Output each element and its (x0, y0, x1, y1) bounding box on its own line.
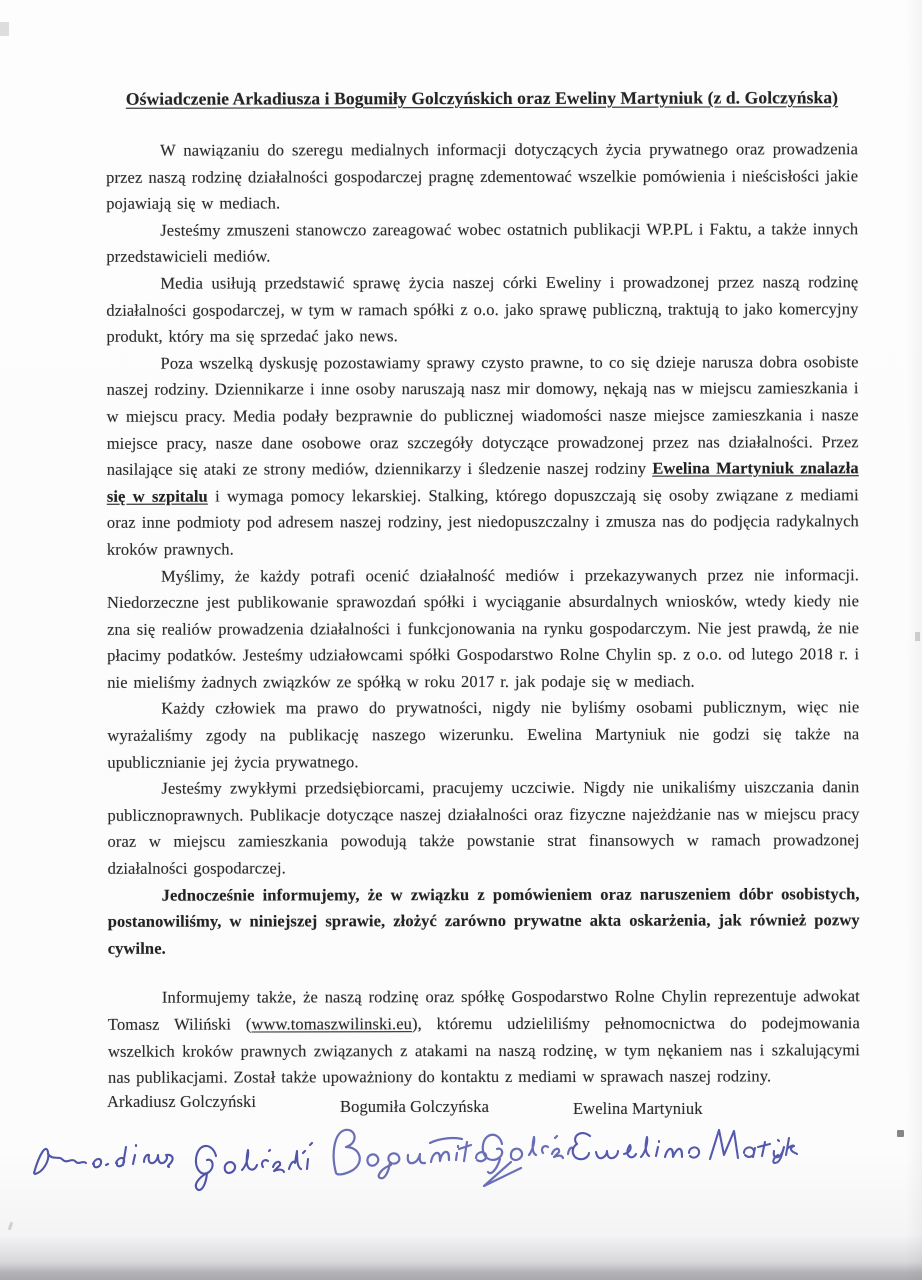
statement-body (106, 87, 860, 1091)
paragraph-media-reaction: Jesteśmy zmuszeni stanowczo zareagować wobec ostatnich publikacji WP.PL i Faktu, a także innych przedstawicieli mediów. (106, 218, 859, 267)
signature-block (107, 1092, 877, 1119)
paragraph-lawyer-info-pre: Informujemy także, że naszą rodzinę oraz spółkę Gospodarstwo Rolne Chylin reprezentuje adwokat Tomasz Wiliński ( (107, 986, 860, 1034)
paragraph-lawyer-info-post: ), któremu udzieliliśmy pełnomocnictwa do podejmowania wszelkich kroków prawnych związanych z atakami na naszą rodzinę, w tym nękaniem nas i szkalującymi nas publikacjami. Został także upoważniony do kontaktu z mediami w sprawach naszej rodziny. (107, 1013, 860, 1087)
hospital-emphasis-text: Ewelina Martyniuk znalazła się w szpitalu (106, 458, 859, 506)
handwritten-signature-bogumila (318, 1116, 576, 1202)
signatory-name-arkadiusz: Arkadiusz Golczyński (107, 1092, 257, 1111)
signatory-name-ewelina: Ewelina Martyniuk (573, 1099, 703, 1118)
scan-edge-shadow (906, 0, 922, 1280)
handwritten-signature-ewelina (566, 1116, 800, 1188)
paragraph-lawyer-info (108, 984, 860, 1092)
paragraph-intro: W nawiązaniu do szeregu medialnych informacji dotyczących życia prywatnego oraz prowadzenia przez naszą rodzinę działalności gospodarczej pragnę zdementować wszelkie pomówienia i nieścisłości jakie pojawiają się w mediach. (106, 139, 859, 213)
paragraph-privacy-violation-post: i wymaga pomocy lekarskiej. Stalking, którego dopuszczają się osoby związane z mediami oraz inne podmioty pod adresem naszej rodziny, jest niedopuszczalny i zmusza nas do podjęcia radykalnych kroków prawnych. (106, 484, 859, 559)
paragraph-media-portrayal: Media usiłują przedstawić sprawę życia naszej córki Eweliny i prowadzonej przez naszą rodzinę działalności gospodarczej, w tym w ramach spółki z o.o. jako sprawę publiczną, traktują to jako komercyjny produkt, który ma się sprzedać jako news. (106, 272, 859, 346)
paragraph-privacy-violation-pre: Poza wszelką dyskusję pozostawiamy sprawy czysto prawne, to co się dzieje narusza dobra osobiste naszej rodziny. Dziennikarze i inne osoby naruszają nasz mir domowy, nękają nas w miejscu zamieszkania i w miejscu pracy. Media podały bezprawnie do publicznej wiadomości nasze miejsce zamieszkania i nasze miejsce pracy, nasze dane osobowe oraz szczegóły dotyczące prowadzonej przez nas działalności. Przez nasilające się ataki ze strony mediów, dziennikarzy i śledzenie naszej rodziny (106, 351, 859, 479)
scan-artifact-left-bottom (8, 1222, 13, 1231)
paragraph-legal-action-bold: Jednocześnie informujemy, że w związku z pomówieniem oraz naruszeniem dóbr osobistych, postanowiliśmy, w niniejszej sprawie, złożyć zarówno prywatne akta oskarżenia, jak również pozwy cywilne. (107, 883, 860, 958)
handwritten-signature-arkadiusz (20, 1129, 320, 1207)
paragraph-privacy-violation (106, 349, 858, 563)
statement-title: Oświadczenie Arkadiusza i Bogumiły Golczyńskich oraz Eweliny Martyniuk (z d. Golczyńska) (125, 87, 839, 109)
lawyer-website-link[interactable]: www.tomaszwilinski.eu (251, 1014, 413, 1034)
scan-artifact-right-lower (897, 1130, 904, 1137)
paragraph-company-facts: Myślimy, że każdy potrafi ocenić działalność mediów i przekazywanych przez nie informacji. Niedorzeczne jest publikowanie sprawozdań spółki i wyciąganie absurdalnych wniosków, wtedy kiedy nie zna się realiów prowadzenia działalności i funkcjonowania na rynku gospodarczym. Nie jest prawdą, że nie płacimy podatków. Jesteśmy udziałowcami spółki Gospodarstwo Rolne Chylin sp. z o.o. od lutego 2018 r. i nie mieliśmy żadnych związków ze spółką w roku 2017 r. jak podaje się w mediach. (107, 564, 860, 692)
signatory-name-bogumila: Bogumiła Golczyńska (340, 1097, 489, 1116)
paragraph-right-to-privacy: Każdy człowiek ma prawo do prywatności, nigdy nie byliśmy osobami publicznym, więc nie wyrażaliśmy zgody na publikację naszego wizerunku. Ewelina Martyniuk nie godzi się także na upublicznianie jej życia prywatnego. (107, 697, 860, 772)
scan-artifact-left-top (0, 22, 9, 36)
paragraph-honest-business: Jesteśmy zwykłymi przedsiębiorcami, pracujemy uczciwie. Nigdy nie unikaliśmy uiszczania danin publicznoprawnych. Publikacje dotyczące naszej działalności oraz fizyczne najeżdżanie nas w miejscu pracy oraz w miejscu zamieszkania powodują także powstanie strat finansowych w ramach prowadzonej działalności gospodarczej. (107, 777, 860, 878)
